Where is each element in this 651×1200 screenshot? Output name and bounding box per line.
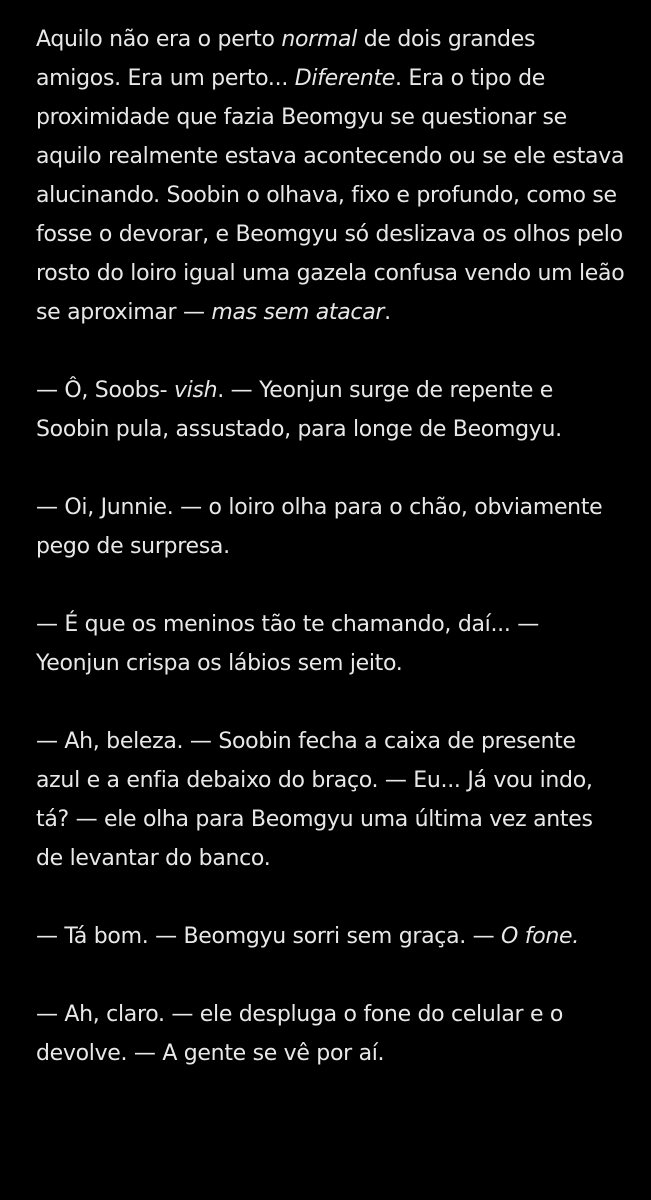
italic-span: normal: [281, 27, 358, 52]
text-span: Aquilo não era o perto: [36, 27, 282, 52]
text-span: — É que os meninos tão te chamando, daí... — Yeonjun crispa os lábios sem jeito.: [36, 612, 539, 676]
text-span: — Ah, claro. — ele despluga o fone do celular e o devolve. — A gente se vê por aí.: [36, 1002, 564, 1066]
paragraph: [36, 488, 626, 566]
paragraph: [36, 995, 626, 1073]
text-span: . — Yeonjun surge de repente e Soobin pula, assustado, para longe de Beomgyu.: [36, 378, 562, 442]
paragraph: [36, 917, 626, 956]
text-span: — Ô, Soobs-: [36, 378, 174, 403]
text-span: — Tá bom. — Beomgyu sorri sem graça. —: [36, 924, 502, 949]
italic-span: vish: [173, 378, 218, 403]
italic-span: Diferente: [294, 66, 396, 91]
text-span: . Era o tipo de proximidade que fazia Beomgyu se questionar se aquilo realmente estava acontecendo ou se ele estava alucinando. Soobin o olhava, fixo e profundo, como se fosse o devorar, e Beomgyu só deslizava os olhos pelo rosto do loiro igual uma gazela confusa vendo um leão se aproximar —: [36, 66, 625, 325]
paragraph: [36, 605, 626, 683]
text-span: de dois grandes amigos. Era um perto...: [36, 27, 536, 91]
text-span: — Oi, Junnie. — o loiro olha para o chão, obviamente pego de surpresa.: [36, 495, 603, 559]
story-text: [36, 20, 626, 1073]
italic-span: mas sem atacar: [211, 300, 385, 325]
paragraph: [36, 722, 626, 878]
italic-span: O fone.: [501, 924, 579, 949]
text-span: .: [384, 300, 391, 325]
text-span: — Ah, beleza. — Soobin fecha a caixa de presente azul e a enfia debaixo do braço. — Eu... Já vou indo, tá? — ele olha para Beomgyu uma última vez antes de levantar do banco.: [36, 729, 593, 871]
paragraph: [36, 371, 626, 449]
paragraph: [36, 20, 626, 332]
